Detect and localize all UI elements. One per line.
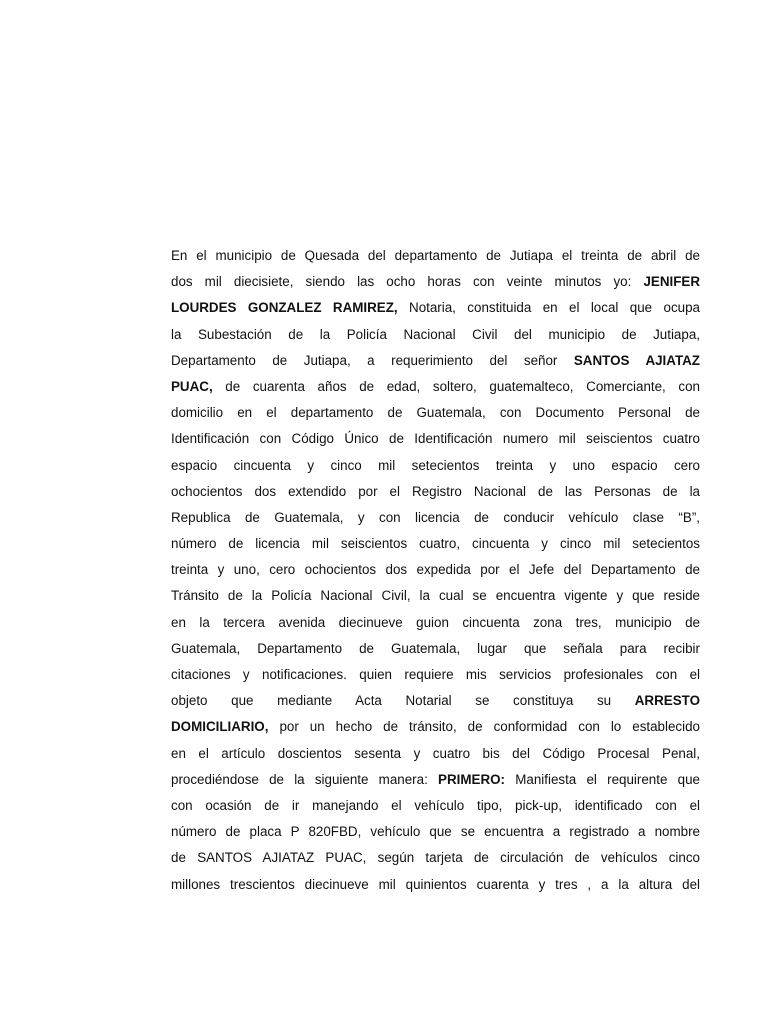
text-line (171, 374, 700, 400)
bold-text: ARRESTO (634, 693, 700, 709)
text-line (171, 269, 700, 295)
body-text: dos mil diecisiete, siendo las ocho horas con veinte minutos yo: (171, 274, 644, 290)
text-line (171, 557, 700, 583)
body-text: Manifiesta el requirente que (505, 771, 700, 787)
text-line (171, 531, 700, 557)
body-text: en la tercera avenida diecinueve guion cincuenta zona tres, municipio de (171, 614, 700, 630)
body-text: millones trescientos diecinueve mil quinientos cuarenta y tres , a la altura del (171, 876, 700, 892)
text-line (171, 322, 700, 348)
bold-text: SANTOS AJIATAZ (573, 352, 700, 368)
text-line (171, 636, 700, 662)
bold-text: DOMICILIARIO, (171, 719, 269, 735)
body-text: con ocasión de ir manejando el vehículo tipo, pick-up, identificado con el (171, 797, 700, 813)
bold-text: JENIFER (643, 274, 700, 290)
body-text: Departamento de Jutiapa, a requerimiento del señor (171, 352, 574, 368)
text-line (171, 426, 700, 452)
text-line (171, 610, 700, 636)
text-line (171, 400, 700, 426)
bold-text: PUAC, (171, 378, 213, 394)
body-text: número de licencia mil seiscientos cuatro, cincuenta y cinco mil setecientos (171, 536, 700, 552)
body-text: Identificación con Código Único de Identificación numero mil seiscientos cuatro (171, 431, 700, 447)
body-text: de cuarenta años de edad, soltero, guatemalteco, Comerciante, con (212, 378, 700, 394)
text-line (171, 819, 700, 845)
text-line (171, 845, 700, 871)
text-line (171, 688, 700, 714)
body-text: en el artículo doscientos sesenta y cuatro bis del Código Procesal Penal, (171, 745, 700, 761)
body-text: número de placa P 820FBD, vehículo que se encuentra a registrado a nombre (171, 824, 700, 840)
body-text: Republica de Guatemala, y con licencia de conducir vehículo clase “B”, (171, 509, 700, 525)
body-text: procediéndose de la siguiente manera: (171, 771, 439, 787)
document-body (171, 243, 700, 898)
text-line (171, 741, 700, 767)
body-text: treinta y uno, cero ochocientos dos expedida por el Jefe del Departamento de (171, 562, 700, 578)
text-line (171, 767, 700, 793)
body-text: Notaria, constituida en el local que ocupa (397, 300, 700, 316)
text-line (171, 348, 700, 374)
body-text: la Subestación de la Policía Nacional Civil del municipio de Jutiapa, (171, 326, 700, 342)
body-text: domicilio en el departamento de Guatemala, con Documento Personal de (171, 405, 700, 421)
text-line (171, 295, 700, 321)
text-line (171, 793, 700, 819)
text-line (171, 479, 700, 505)
text-line (171, 714, 700, 740)
body-text: espacio cincuenta y cinco mil setecientos treinta y uno espacio cero (171, 457, 700, 473)
body-text: En el municipio de Quesada del departamento de Jutiapa el treinta de abril de (171, 248, 700, 263)
text-line (171, 662, 700, 688)
body-text: Guatemala, Departamento de Guatemala, lugar que señala para recibir (171, 640, 700, 656)
text-line (171, 583, 700, 609)
text-line (171, 243, 700, 269)
body-text: Tránsito de la Policía Nacional Civil, la cual se encuentra vigente y que reside (171, 588, 700, 604)
bold-text: LOURDES GONZALEZ RAMIREZ, (171, 300, 398, 316)
text-line (171, 453, 700, 479)
text-line (171, 505, 700, 531)
text-line (171, 872, 700, 898)
body-text: por un hecho de tránsito, de conformidad con lo establecido (268, 719, 700, 735)
bold-text: PRIMERO: (438, 771, 505, 787)
body-text: de SANTOS AJIATAZ PUAC, según tarjeta de circulación de vehículos cinco (171, 850, 700, 866)
body-text: citaciones y notificaciones. quien requiere mis servicios profesionales con el (171, 667, 700, 682)
body-text: objeto que mediante Acta Notarial se constituya su (171, 693, 635, 709)
body-text: ochocientos dos extendido por el Registro Nacional de las Personas de la (171, 483, 700, 499)
